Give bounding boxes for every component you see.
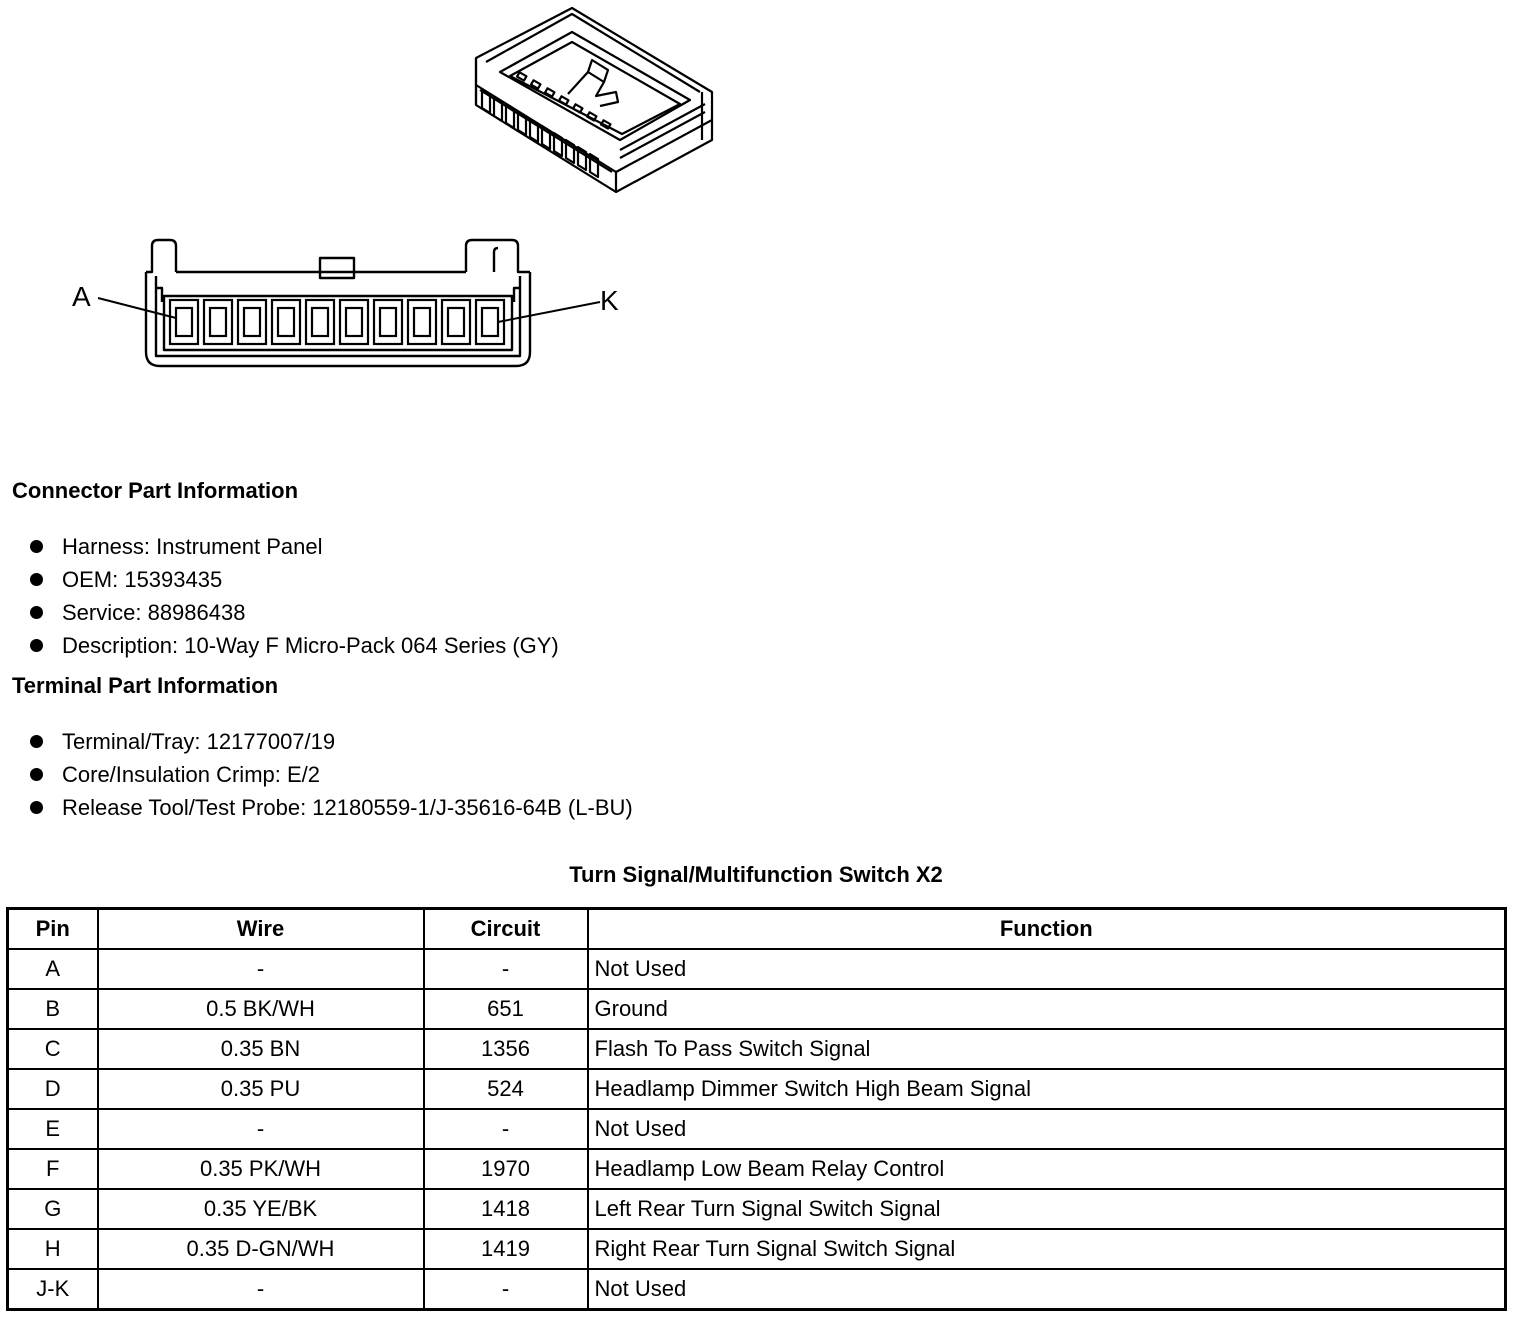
list-item: Description: 10-Way F Micro-Pack 064 Series (GY) [30,629,559,662]
cell-wire: 0.35 PK/WH [98,1149,424,1189]
list-item: Harness: Instrument Panel [30,530,559,563]
cell-pin: G [8,1189,98,1229]
cell-wire: 0.35 PU [98,1069,424,1109]
cell-pin: B [8,989,98,1029]
cell-function: Ground [588,989,1506,1029]
table-row [8,1269,1506,1310]
pinout-table [6,907,1507,1311]
cell-pin: H [8,1229,98,1269]
cell-function: Headlamp Low Beam Relay Control [588,1149,1506,1189]
pin-label-a: A [72,281,91,312]
header-function: Function [588,909,1506,950]
list-item: Core/Insulation Crimp: E/2 [30,758,633,791]
table-header-row [8,909,1506,950]
terminal-info-heading: Terminal Part Information [12,673,279,698]
cell-wire: 0.35 D-GN/WH [98,1229,424,1269]
list-item: Release Tool/Test Probe: 12180559-1/J-35616-64B (L-BU) [30,791,633,824]
bullet-icon [30,540,43,553]
table-row [8,1149,1506,1189]
cell-wire: 0.35 YE/BK [98,1189,424,1229]
cell-pin: A [8,949,98,989]
cell-function: Right Rear Turn Signal Switch Signal [588,1229,1506,1269]
cell-pin: D [8,1069,98,1109]
cell-circuit: - [424,1109,588,1149]
cell-circuit: 1970 [424,1149,588,1189]
table-row [8,989,1506,1029]
table-row [8,1109,1506,1149]
bullet-icon [30,768,43,781]
cell-pin: E [8,1109,98,1149]
table-row [8,949,1506,989]
cell-circuit: 651 [424,989,588,1029]
cell-function: Flash To Pass Switch Signal [588,1029,1506,1069]
cell-circuit: 524 [424,1069,588,1109]
connector-diagram [0,0,1520,440]
table-row [8,1029,1506,1069]
cell-wire: - [98,949,424,989]
cell-function: Not Used [588,1109,1506,1149]
cell-function: Left Rear Turn Signal Switch Signal [588,1189,1506,1229]
terminal-info-list [30,725,633,824]
cell-function: Headlamp Dimmer Switch High Beam Signal [588,1069,1506,1109]
cell-circuit: 1418 [424,1189,588,1229]
header-wire: Wire [98,909,424,950]
header-circuit: Circuit [424,909,588,950]
bullet-icon [30,606,43,619]
bullet-icon [30,639,43,652]
cell-circuit: 1356 [424,1029,588,1069]
list-item: Terminal/Tray: 12177007/19 [30,725,633,758]
bullet-icon [30,735,43,748]
pin-cavities [170,300,504,344]
list-item: OEM: 15393435 [30,563,559,596]
table-row [8,1229,1506,1269]
cell-function: Not Used [588,949,1506,989]
header-pin: Pin [8,909,98,950]
table-row [8,1189,1506,1229]
list-item: Service: 88986438 [30,596,559,629]
cell-wire: - [98,1109,424,1149]
cell-pin: J-K [8,1269,98,1310]
cell-function: Not Used [588,1269,1506,1310]
cell-circuit: 1419 [424,1229,588,1269]
cell-wire: - [98,1269,424,1310]
cell-circuit: - [424,1269,588,1310]
pin-label-k: K [600,285,619,316]
cell-circuit: - [424,949,588,989]
connector-info-list [30,530,559,662]
connector-info-heading: Connector Part Information [12,478,299,503]
table-title: Turn Signal/Multifunction Switch X2 [569,862,943,887]
callout-lines [98,298,600,322]
cell-wire: 0.5 BK/WH [98,989,424,1029]
cell-wire: 0.35 BN [98,1029,424,1069]
bullet-icon [30,801,43,814]
cell-pin: F [8,1149,98,1189]
cell-pin: C [8,1029,98,1069]
connector-3d-view [476,8,712,192]
bullet-icon [30,573,43,586]
table-row [8,1069,1506,1109]
